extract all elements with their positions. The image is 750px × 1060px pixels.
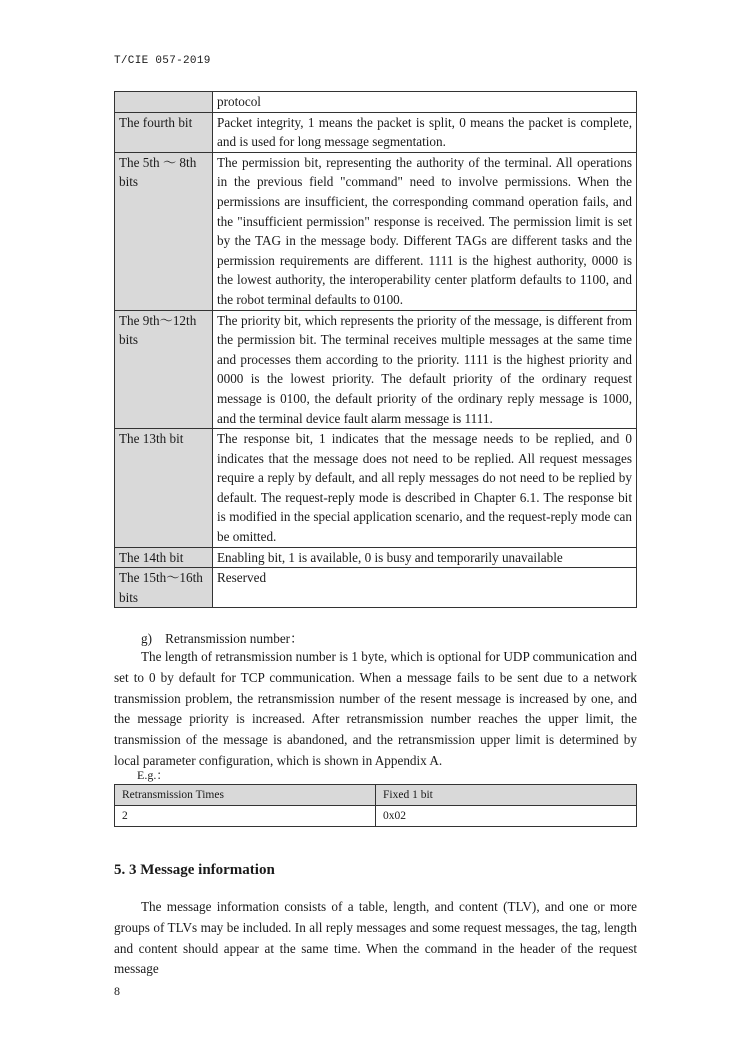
table-row [115,806,637,827]
bit-description: Reserved [213,568,637,608]
table-row [115,152,637,310]
bit-label [115,92,213,113]
table-row [115,568,637,608]
bit-label: The 15th～16th bits [115,568,213,608]
page-number: 8 [114,984,120,998]
column-header: Fixed 1 bit [376,785,637,806]
bit-description: Packet integrity, 1 means the packet is split, 0 means the packet is complete, and is used for long message segmentation. [213,112,637,152]
section-heading [114,862,275,879]
bit-definition-table [114,91,637,608]
table-header-row [115,785,637,806]
retransmission-heading: g) Retransmission number： [141,631,304,646]
table-row [115,547,637,568]
bit-description: The priority bit, which represents the priority of the message, is different from the permission bit. The terminal receives multiple messages at the same time and processes them according to the priority. 1111 is the highest priority and 0000 is the lowest priority. The default priority of the ordinary request message is 0100, the default priority of the ordinary reply message is 1000, and the terminal device fault alarm message is 1111. [213,310,637,429]
bit-label: The 5th ～ 8th bits [115,152,213,310]
table-row [115,112,637,152]
table-row [115,429,637,548]
bit-description: Enabling bit, 1 is available, 0 is busy and temporarily unavailable [213,547,637,568]
bit-label: The 14th bit [115,547,213,568]
bit-description: protocol [213,92,637,113]
bit-description: The response bit, 1 indicates that the message needs to be replied, and 0 indicates that the message does not need to be replied. All request messages require a reply by default, and all reply messages do not need to be replied by default. The request-reply mode is described in Chapter 6.1. The response bit is modified in the special application scenario, and the request-reply mode can be omitted. [213,429,637,548]
table-cell: 2 [115,806,376,827]
bit-description: The permission bit, representing the authority of the terminal. All operations in the previous field "command" need to involve permissions. When the permissions are insufficient, the corresponding command operation fails, and the "insufficient permission" response is received. The permission limit is set by the TAG in the message body. Different TAGs are different tasks and the permission requirements are different. 1111 is the highest authority, 0000 is the lowest authority, the interoperability center platform defaults to 1100, and the robot terminal defaults to 0100. [213,152,637,310]
retransmission-paragraph: The length of retransmission number is 1 byte, which is optional for UDP communication and set to 0 by default for TCP communication. When a message fails to be sent due to a network transmission problem, the retransmission number of the resent message is increased by one, and the message priority is increased. After retransmission number reaches the upper limit, the transmission of the message is abandoned, and the retransmission upper limit is determined by local parameter configuration, which is shown in Appendix A. [114,649,637,768]
retransmission-table [114,784,637,827]
bit-label: The 9th～12th bits [115,310,213,429]
column-header: Retransmission Times [115,785,376,806]
table-row [115,92,637,113]
example-label: E.g.： [137,768,169,782]
section-number: 5. 3 [114,862,137,878]
message-info-paragraph: The message information consists of a table, length, and content (TLV), and one or more groups of TLVs may be included. In all reply messages and some request messages, the tag, length and content should appear at the same time. When the command in the header of the request message [114,899,637,977]
document-id: T/CIE 057-2019 [114,55,211,67]
section-title: Message information [140,862,275,878]
table-row [115,310,637,429]
bit-label: The fourth bit [115,112,213,152]
bit-label: The 13th bit [115,429,213,548]
table-cell: 0x02 [376,806,637,827]
